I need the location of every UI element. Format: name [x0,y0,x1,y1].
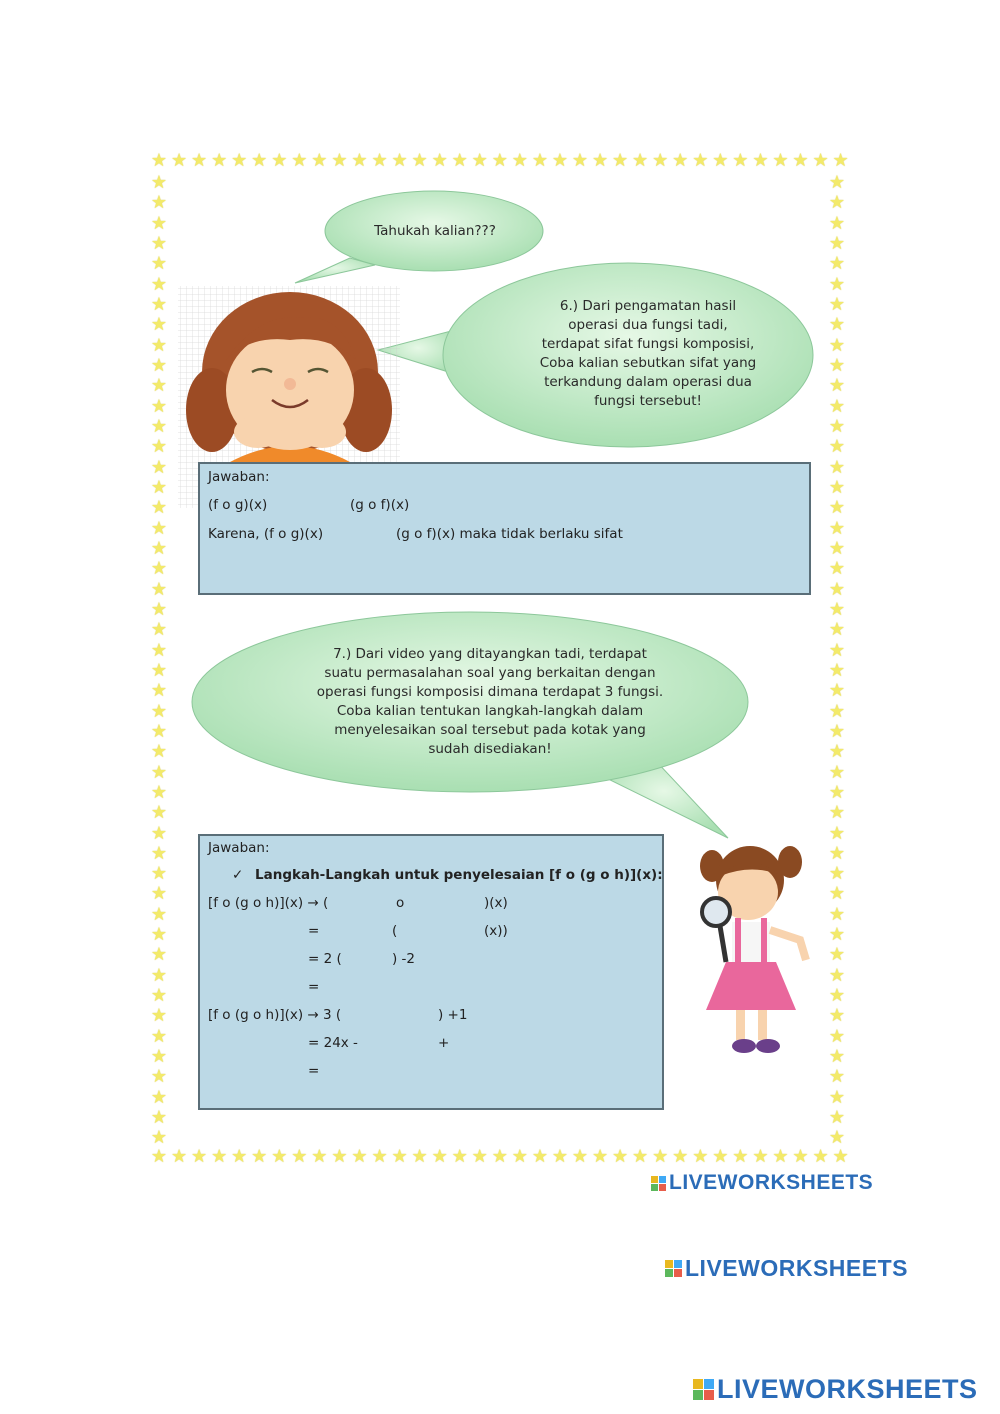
logo-squares-icon [693,1379,714,1400]
step-row-2: = [308,923,320,939]
star-icon: ★ [150,863,168,885]
star-icon: ★ [150,985,168,1007]
star-icon: ★ [211,150,228,171]
star-icon: ★ [772,150,789,171]
star-icon: ★ [311,1146,328,1167]
star-icon: ★ [170,1146,188,1167]
star-icon: ★ [832,150,849,171]
star-icon: ★ [828,1025,846,1047]
star-icon: ★ [712,150,729,171]
step-row-1-op: o [396,895,405,911]
star-icon: ★ [150,293,168,315]
star-icon: ★ [150,1025,168,1047]
star-icon: ★ [591,150,609,171]
star-icon: ★ [712,1146,729,1167]
star-icon: ★ [612,150,629,171]
star-icon: ★ [828,537,846,559]
star-icon: ★ [291,150,308,171]
star-icon: ★ [150,456,168,478]
star-icon: ★ [471,150,488,171]
star-icon: ★ [632,1146,649,1167]
star-icon: ★ [828,456,846,478]
star-icon: ★ [828,1107,846,1129]
star-icon: ★ [828,212,846,234]
logo-text: LIVEWORKSHEETS [685,1255,908,1281]
star-icon: ★ [571,1146,589,1167]
star-icon: ★ [828,273,846,295]
star-icon: ★ [828,639,846,661]
star-icon: ★ [652,1146,669,1167]
star-icon: ★ [828,680,846,702]
star-icon: ★ [150,1127,168,1149]
star-icon: ★ [150,395,168,417]
star-icon: ★ [411,150,428,171]
star-icon: ★ [150,883,168,905]
star-icon: ★ [732,1146,749,1167]
step-row-1-end: )(x) [484,895,508,911]
star-icon: ★ [150,273,168,295]
step-row-4: = [308,979,320,995]
star-icon: ★ [792,150,809,171]
star-icon: ★ [211,1146,228,1167]
star-icon: ★ [828,863,846,885]
star-icon: ★ [150,924,168,946]
star-icon: ★ [271,150,288,171]
star-icon: ★ [752,1146,769,1167]
star-icon: ★ [150,680,168,702]
star-icon: ★ [191,1146,208,1167]
star-icon: ★ [511,150,528,171]
logo-squares-icon [665,1260,682,1277]
star-icon: ★ [150,476,168,498]
star-icon: ★ [812,1146,829,1167]
star-icon: ★ [150,619,168,641]
star-icon: ★ [732,150,749,171]
star-icon: ★ [672,1146,689,1167]
star-icon: ★ [491,150,508,171]
star-icon: ★ [828,1066,846,1088]
star-icon: ★ [828,1127,846,1149]
star-icon: ★ [828,802,846,824]
star-icon: ★ [150,1146,168,1167]
star-icon: ★ [772,1146,789,1167]
liveworksheets-logo [651,1171,873,1195]
step-row-7: = [308,1063,320,1079]
star-icon: ★ [150,659,168,681]
star-icon: ★ [828,781,846,803]
star-icon: ★ [150,964,168,986]
star-icon: ★ [828,253,846,275]
star-icon: ★ [150,436,168,458]
star-icon: ★ [672,150,689,171]
step-row-5-end: ) +1 [438,1007,468,1023]
bubble-2-line: fungsi tersebut! [594,393,702,409]
star-icon: ★ [491,1146,508,1167]
star-icon: ★ [828,192,846,214]
star-icon: ★ [191,150,208,171]
star-icon: ★ [828,619,846,641]
star-icon: ★ [371,1146,388,1167]
step-row-6: = 24x - [308,1035,358,1051]
star-icon: ★ [150,192,168,214]
bubble-3-line: 7.) Dari video yang ditayangkan tadi, terdapat [333,646,647,662]
star-icon: ★ [531,150,548,171]
bubble-2-line: operasi dua fungsi tadi, [568,317,728,333]
star-icon: ★ [150,761,168,783]
star-icon: ★ [828,842,846,864]
logo-squares-icon [651,1176,666,1191]
star-icon: ★ [150,903,168,925]
star-icon: ★ [331,150,348,171]
star-icon: ★ [828,476,846,498]
star-icon: ★ [451,150,468,171]
star-icon: ★ [150,822,168,844]
star-icon: ★ [828,232,846,254]
star-icon: ★ [150,700,168,722]
bubble-2-line: Coba kalian sebutkan sifat yang [539,355,757,371]
step-row-3-end: ) -2 [392,951,416,967]
star-icon: ★ [150,558,168,580]
star-icon: ★ [828,903,846,925]
star-icon: ★ [311,150,328,171]
bubble-3-text [300,645,680,759]
star-icon: ★ [471,1146,488,1167]
star-icon: ★ [812,150,829,171]
star-icon: ★ [828,558,846,580]
star-icon: ★ [150,720,168,742]
star-icon: ★ [828,1046,846,1068]
star-icon: ★ [150,497,168,519]
star-icon: ★ [828,578,846,600]
bubble-1-text: Tahukah kalian??? [374,223,496,239]
star-icon: ★ [150,517,168,539]
star-icon: ★ [828,741,846,763]
star-icon: ★ [150,354,168,376]
star-icon: ★ [828,883,846,905]
star-icon: ★ [828,334,846,356]
star-icon: ★ [150,1086,168,1108]
answer-box-1 [198,462,811,595]
star-icon: ★ [828,659,846,681]
star-icon: ★ [632,150,649,171]
star-icon: ★ [828,395,846,417]
star-icon: ★ [828,924,846,946]
star-icon: ★ [792,1146,809,1167]
star-icon: ★ [692,1146,709,1167]
bubble-3-line: menyelesaikan soal tersebut pada kotak yang [334,722,646,738]
star-icon: ★ [828,1086,846,1108]
bubble-2-line: terdapat sifat fungsi komposisi, [541,336,755,352]
star-icon: ★ [231,1146,248,1167]
answer-label: Jawaban: [208,469,270,485]
star-icon: ★ [150,334,168,356]
star-icon: ★ [150,314,168,336]
star-icon: ★ [511,1146,528,1167]
star-icon: ★ [150,150,168,171]
bubble-2-line: 6.) Dari pengamatan hasil [559,298,737,314]
star-icon: ★ [150,253,168,275]
star-icon: ★ [150,802,168,824]
step-row-2-mid: ( [392,923,398,939]
girl-illustration-2 [700,846,806,1053]
step-row-2-end: (x)) [484,923,508,939]
star-icon: ★ [828,375,846,397]
star-icon: ★ [612,1146,629,1167]
star-icon: ★ [828,172,846,193]
fog-expression: (f o g)(x) [208,497,268,513]
star-icon: ★ [291,1146,308,1167]
star-icon: ★ [150,639,168,661]
star-icon: ★ [351,150,368,171]
star-icon: ★ [150,1005,168,1027]
karena-expression: Karena, (f o g)(x) [208,526,324,542]
star-icon: ★ [150,1107,168,1129]
steps-heading: Langkah-Langkah untuk penyelesaian [f o (g o h)](x): [255,867,663,883]
liveworksheets-logo [665,1255,908,1282]
star-icon: ★ [170,150,188,171]
star-icon: ★ [828,964,846,986]
star-icon: ★ [150,212,168,234]
star-icon: ★ [828,1005,846,1027]
star-icon: ★ [551,150,568,171]
bubble-2-line: terkandung dalam operasi dua [544,374,752,390]
star-icon: ★ [150,944,168,966]
star-icon: ★ [828,720,846,742]
star-icon: ★ [251,150,268,171]
star-icon: ★ [828,354,846,376]
star-icon: ★ [351,1146,368,1167]
star-icon: ★ [828,293,846,315]
star-icon: ★ [571,150,589,171]
star-icon: ★ [150,1066,168,1088]
star-icon: ★ [231,150,248,171]
star-icon: ★ [271,1146,288,1167]
step-row-5: [f o (g o h)](x) → 3 ( [208,1007,342,1023]
star-icon: ★ [371,150,388,171]
star-icon: ★ [531,1146,548,1167]
logo-text: LIVEWORKSHEETS [717,1374,978,1404]
star-icon: ★ [828,700,846,722]
star-icon: ★ [251,1146,268,1167]
star-icon: ★ [411,1146,428,1167]
answer-box-2 [198,834,664,1110]
star-icon: ★ [451,1146,468,1167]
star-icon: ★ [828,314,846,336]
bubble-3-line: sudah disediakan! [428,741,552,757]
star-icon: ★ [391,1146,408,1167]
star-icon: ★ [828,497,846,519]
star-icon: ★ [150,232,168,254]
check-icon: ✓ [232,867,244,883]
bubble-3-line: suatu permasalahan soal yang berkaitan dengan [324,665,656,681]
step-row-6-end: + [438,1035,450,1051]
step-row-3: = 2 ( [308,951,342,967]
bubble-3-line: operasi fungsi komposisi dimana terdapat 3 fungsi. [316,684,664,700]
star-icon: ★ [150,172,168,193]
star-icon: ★ [150,842,168,864]
step-row-1: [f o (g o h)](x) → ( [208,895,329,911]
star-icon: ★ [832,1146,849,1167]
star-icon: ★ [150,537,168,559]
star-icon: ★ [828,436,846,458]
star-icon: ★ [652,150,669,171]
star-icon: ★ [551,1146,568,1167]
liveworksheets-logo [693,1374,978,1405]
star-icon: ★ [150,741,168,763]
star-icon: ★ [150,598,168,620]
star-icon: ★ [828,761,846,783]
star-icon: ★ [828,517,846,539]
star-icon: ★ [391,150,408,171]
star-icon: ★ [150,1046,168,1068]
star-icon: ★ [692,150,709,171]
logo-text: LIVEWORKSHEETS [669,1171,874,1194]
star-icon: ★ [828,822,846,844]
star-icon: ★ [752,150,769,171]
star-icon: ★ [591,1146,609,1167]
star-icon: ★ [150,415,168,437]
conclusion-text: (g o f)(x) maka tidak berlaku sifat [396,526,623,542]
gof-expression: (g o f)(x) [350,497,410,513]
star-icon: ★ [331,1146,348,1167]
star-icon: ★ [828,985,846,1007]
star-icon: ★ [150,375,168,397]
star-icon: ★ [150,781,168,803]
star-icon: ★ [828,415,846,437]
bubble-2-text [520,297,776,411]
answer-label: Jawaban: [208,840,270,856]
star-icon: ★ [828,598,846,620]
star-icon: ★ [828,944,846,966]
star-icon: ★ [431,1146,448,1167]
bubble-3-line: Coba kalian tentukan langkah-langkah dalam [336,703,644,719]
star-icon: ★ [150,578,168,600]
star-icon: ★ [431,150,448,171]
